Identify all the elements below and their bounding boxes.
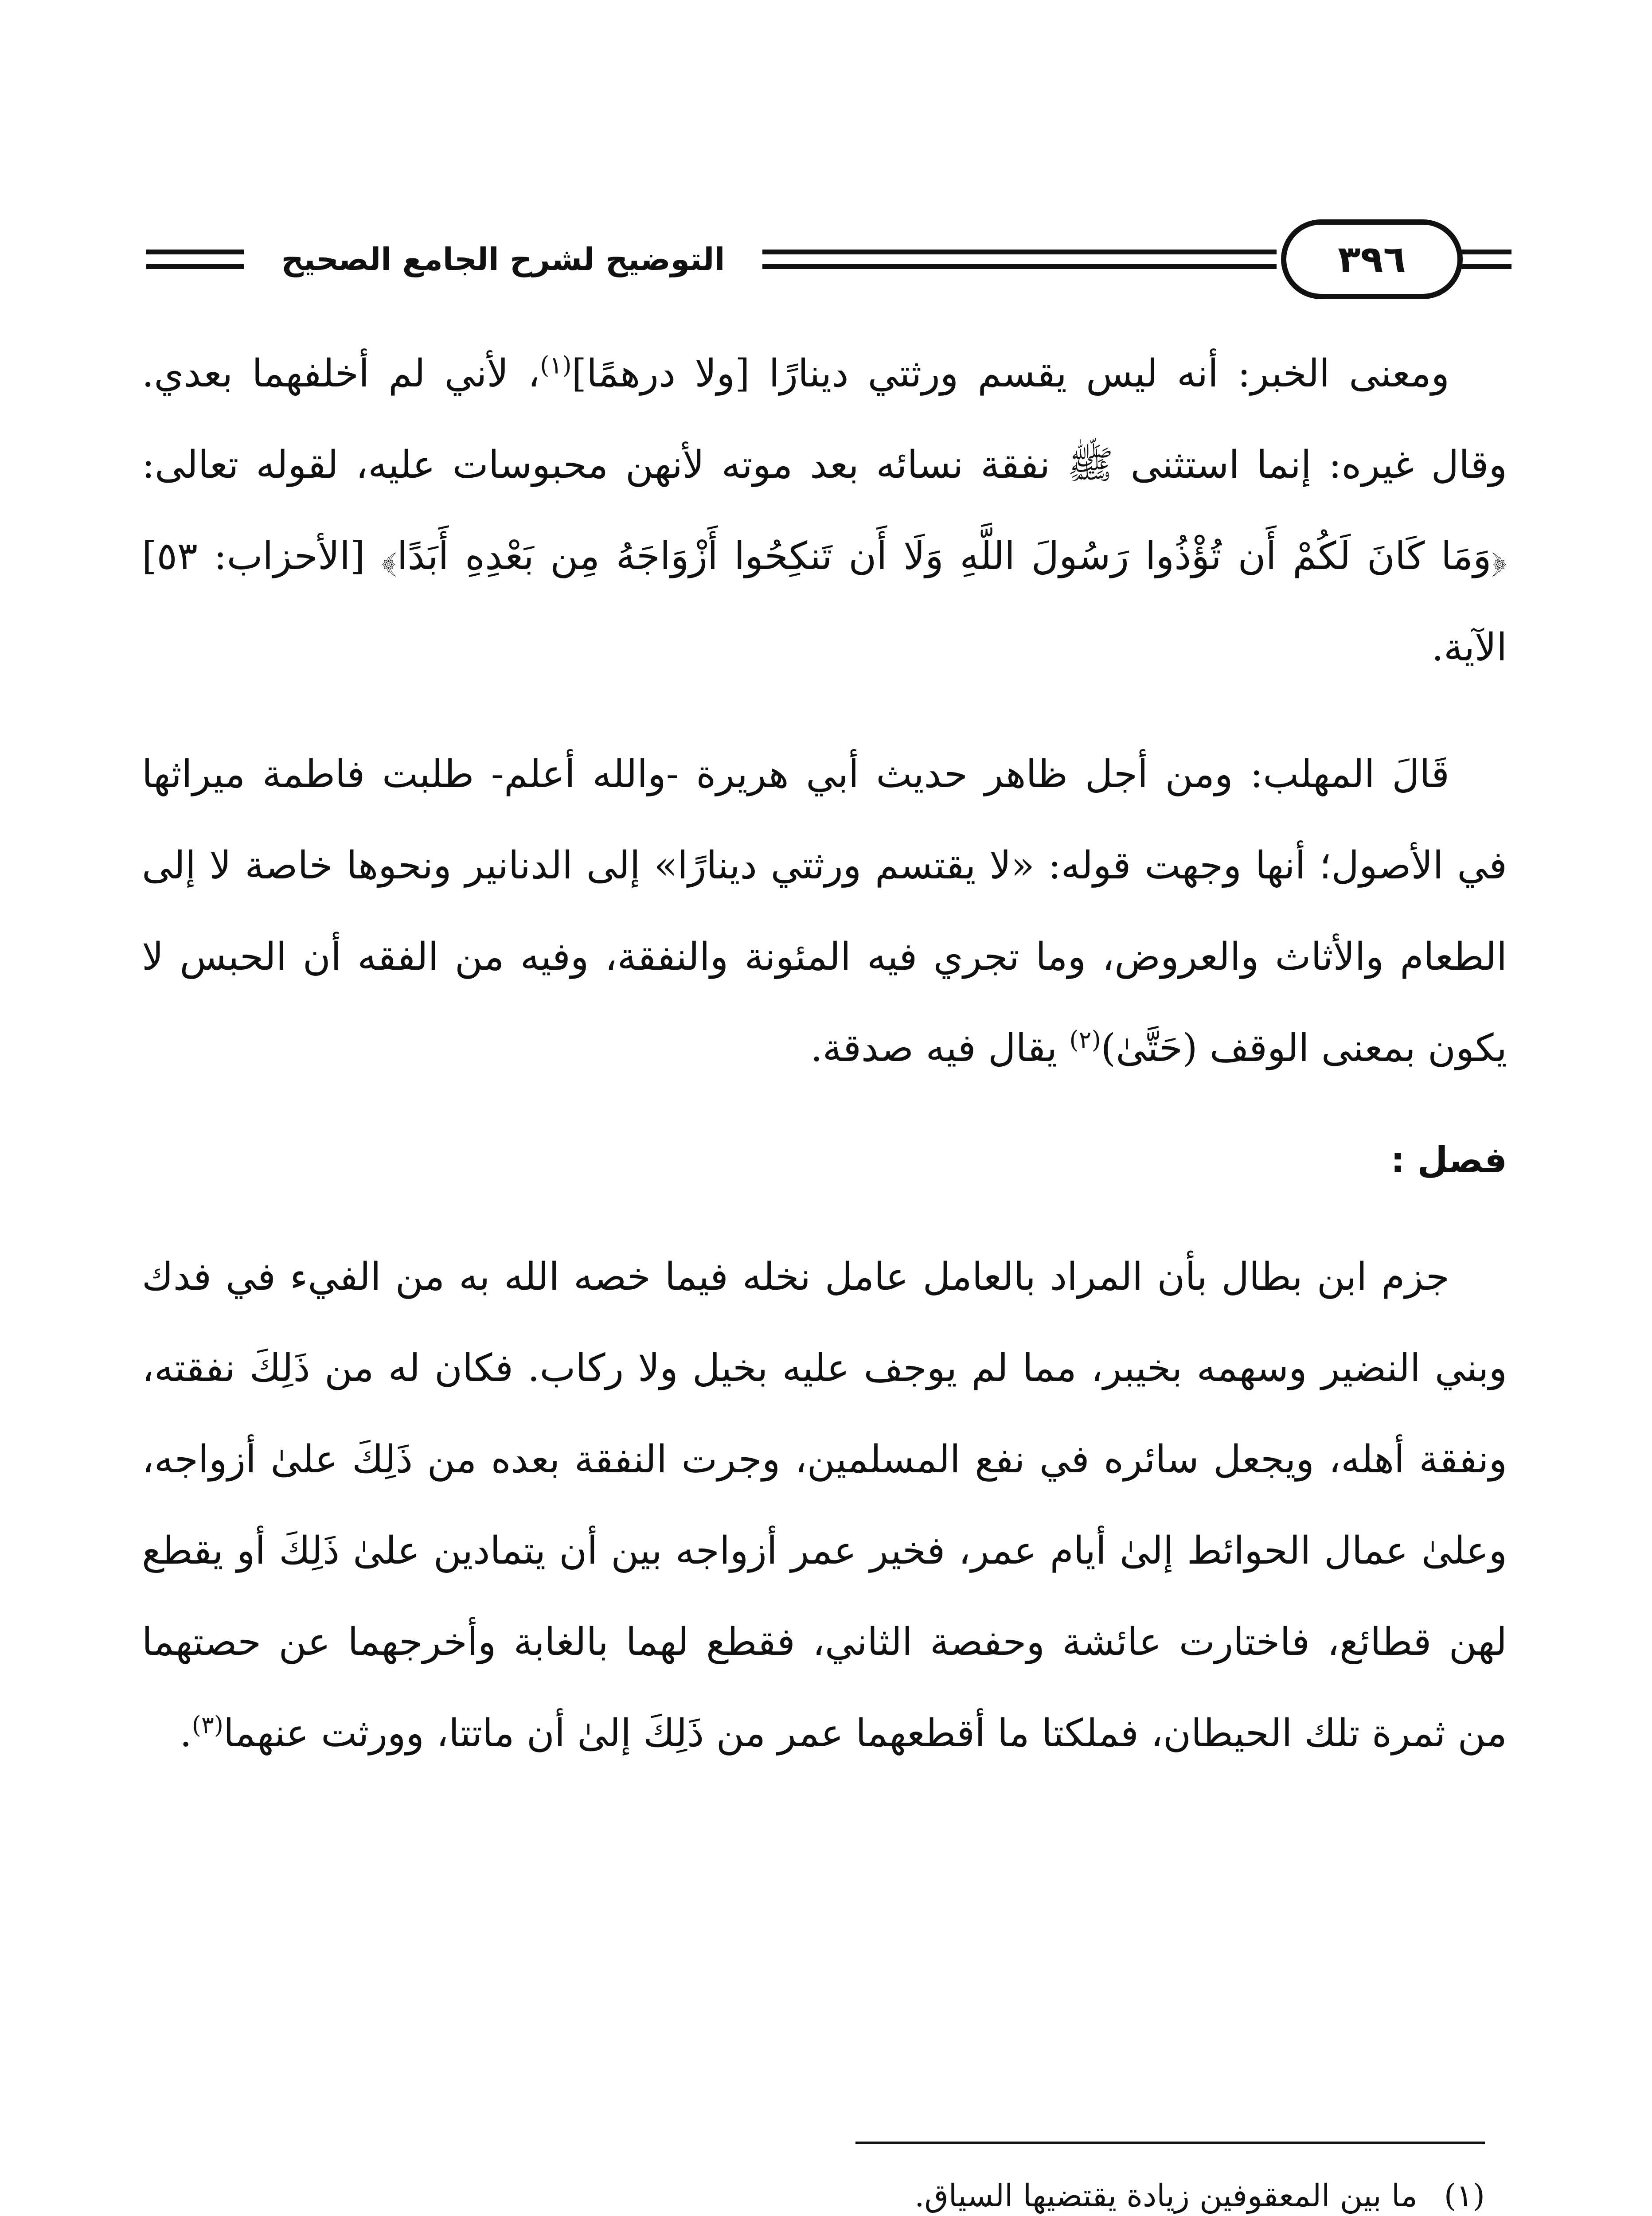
paragraph-2	[142, 729, 1507, 1094]
footnote-ref-2[interactable]: (٢)	[1069, 1026, 1101, 1054]
paragraph-1-text-b: ، لأني لم أخلفهما بعدي. وقال غيره: إنما استثنى ﷺ نفقة نسائه بعد موته لأنهن محبوسات عليه، لقوله تعالى: ﴿وَمَا كَانَ لَكُمْ أَن تُؤْذُوا رَسُولَ اللَّهِ وَلَا أَن تَنكِحُوا أَزْوَاجَهُ مِن بَعْدِهِ أَبَدًا﴾ [الأحزاب: ٥٣] الآية.	[142, 351, 1507, 670]
section-heading: فصل :	[1390, 1139, 1507, 1181]
paragraph-1-text-a: ومعنى الخبر: أنه ليس يقسم ورثتي دينارًا [ولا درهمًا]	[571, 351, 1450, 396]
footnote-1	[142, 2163, 1485, 2216]
header-rule-left	[146, 250, 244, 269]
main-text	[142, 328, 1507, 1814]
paragraph-3	[142, 1231, 1507, 1779]
running-title: التوضيح لشرح الجامع الصحيح	[281, 241, 725, 277]
footnote-ref-3[interactable]: (٣)	[191, 1711, 223, 1739]
header-rule-middle	[762, 250, 1277, 269]
footnote-ref-1[interactable]: (١)	[540, 351, 572, 379]
footnote-1-number: (١)	[1444, 2177, 1485, 2214]
paragraph-1	[142, 328, 1507, 693]
paragraph-2-text-a: قَالَ المهلب: ومن أجل ظاهر حديث أبي هريرة -والله أعلم- طلبت فاطمة ميراثها في الأصول؛ أنها وجهت قوله: «لا يقتسم ورثتي دينارًا» إلى الدنانير ونحوها خاصة لا إلى الطعام والأثاث والعروض، وما تجري فيه المئونة والنفقة، وفيه من الفقه أن الحبس لا يكون بمعنى الوقف (حَتَّىٰ)	[142, 752, 1507, 1070]
page-number: ٣٩٦	[1281, 219, 1463, 299]
paragraph-2-text-b: يقال فيه صدقة.	[810, 1026, 1070, 1070]
footnote-separator	[855, 2142, 1485, 2144]
footnotes	[142, 2163, 1485, 2216]
header-rule-right	[1458, 250, 1511, 269]
paragraph-3-text-a: جزم ابن بطال بأن المراد بالعامل عامل نخله فيما خصه الله به من الفيء في فدك وبني النضير وسهمه بخيبر، مما لم يوجف عليه بخيل ولا ركاب. فكان له من ذَلِكَ نفقته، ونفقة أهله، ويجعل سائره في نفع المسلمين، وجرت النفقة بعده من ذَلِكَ علىٰ أزواجه، وعلىٰ عمال الحوائط إلىٰ أيام عمر، فخير عمر أزواجه بين أن يتمادين علىٰ ذَلِكَ أو يقطع لهن قطائع، فاختارت عائشة وحفصة الثاني، فقطع لهما بالغابة وأخرجهما عن حصتهما من ثمرة تلك الحيطان، فملكتا ما أقطعهما عمر من ذَلِكَ إلىٰ أن ماتتا، وورثت عنهما	[142, 1255, 1507, 1756]
page-header	[0, 213, 1652, 315]
footnote-1-text: ما بين المعقوفين زيادة يقتضيها السياق.	[914, 2177, 1418, 2214]
paragraph-3-text-b: .	[180, 1711, 192, 1756]
